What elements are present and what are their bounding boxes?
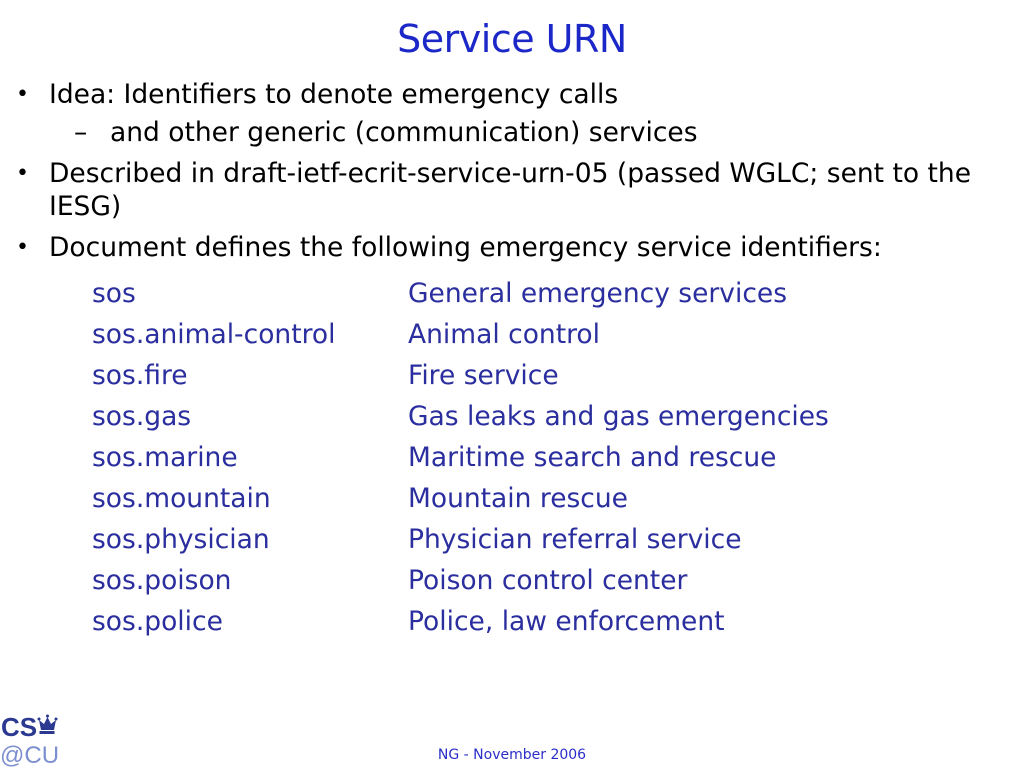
sub-bullet-item [16,116,1016,149]
service-description: Gas leaks and gas emergencies [408,401,829,432]
bullet-text: Idea: Identifiers to denote emergency calls [49,79,619,110]
bullet-icon: • [16,161,29,186]
bullet-text: Described in draft-ietf-ecrit-service-urn-05 (passed WGLC; sent to the IESG) [49,158,972,222]
service-id: sos.poison [92,565,232,596]
bullet-item [16,231,1016,264]
service-description: Fire service [408,360,559,391]
service-description: Police, law enforcement [408,606,725,637]
service-description: Animal control [408,319,600,350]
bullet-icon: • [16,82,29,107]
service-id: sos.animal-control [92,319,336,350]
service-description: Maritime search and rescue [408,442,777,473]
service-id: sos.fire [92,360,188,391]
slide-title: Service URN [397,17,627,61]
service-id: sos.gas [92,401,192,432]
bullet-list [16,78,1016,264]
bullet-item [16,78,1016,111]
service-id: sos.police [92,606,223,637]
service-id: sos.mountain [92,483,271,514]
service-id: sos.marine [92,442,238,473]
bullet-item [16,157,1016,223]
slide-footer: NG - November 2006 [437,747,587,763]
sub-bullet-text: and other generic (communication) services [110,117,698,148]
logo-text-cu: @CU [0,742,60,768]
bullet-icon: • [16,235,29,260]
dash-icon: – [74,117,88,148]
crown-icon [38,715,58,735]
logo-text-cs: CS [1,712,38,742]
service-description: General emergency services [408,278,788,309]
service-id: sos [92,278,136,309]
bullet-text: Document defines the following emergency service identifiers: [49,232,882,263]
service-description: Mountain rescue [408,483,628,514]
service-id: sos.physician [92,524,270,555]
service-description: Poison control center [408,565,688,596]
service-description: Physician referral service [408,524,742,555]
